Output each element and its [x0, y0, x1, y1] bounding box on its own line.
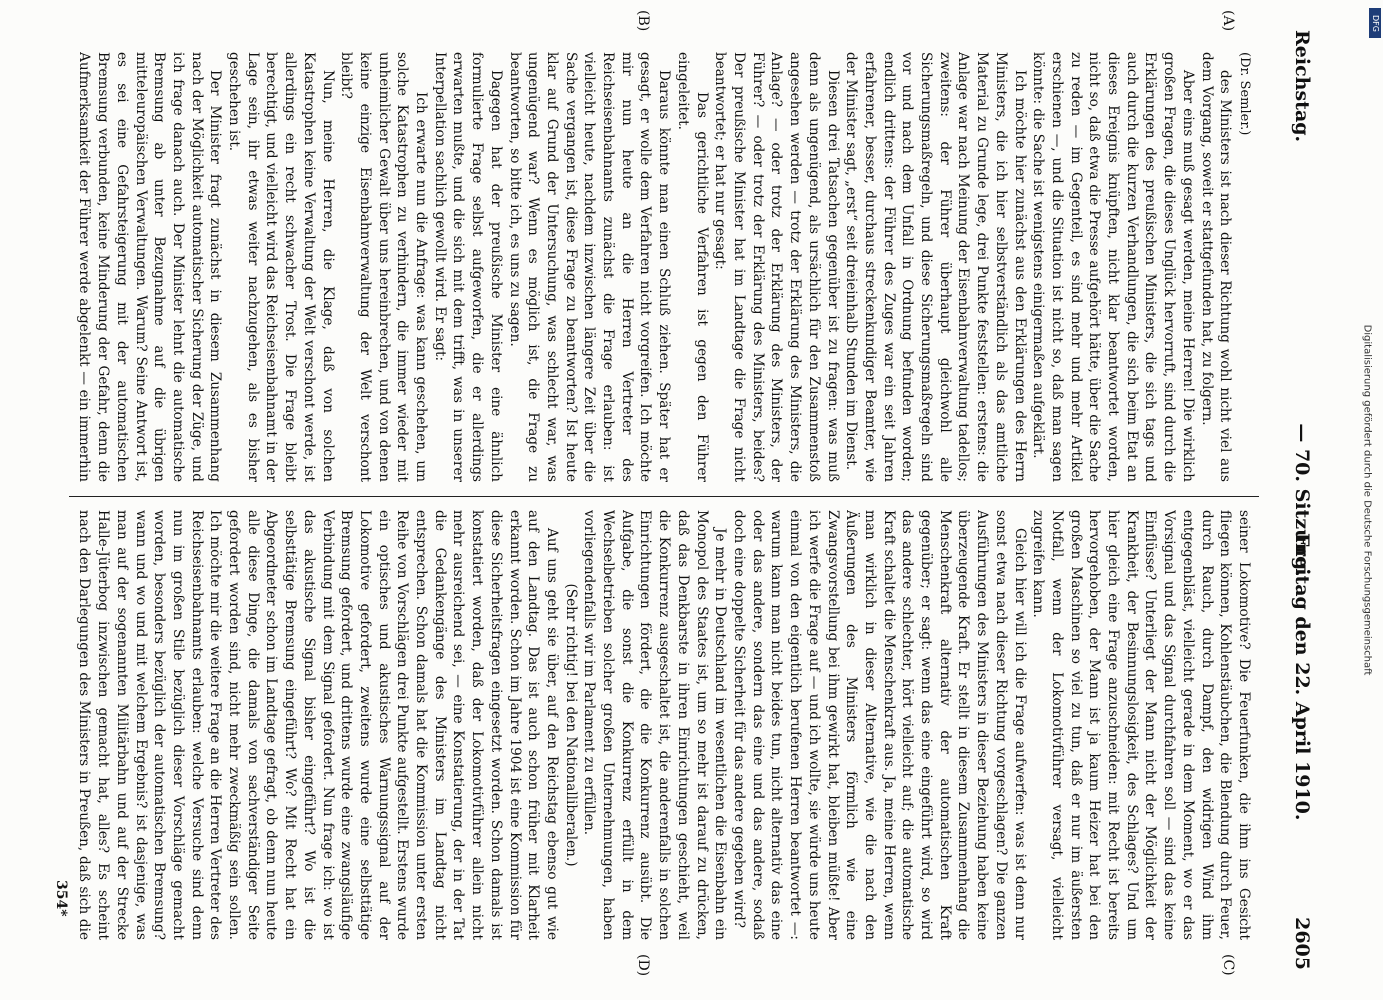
right-paragraph: Gleich hier will ich die Frage aufwerfen: was ist denn nur sonst etwa nach dieser Richtung vorgeschlagen? Die ganzen Ausführungen des Ministers in dieser Beziehung haben keine überzeugende Kraft. Er stellt in diesem Zusammenhang die Menschenkraft alternativ der automatischen Kraft gegenüber; er sagt: wenn das eine eingeführt wird, so wird das andere schlechter, hört vielleicht auf; die automatische Kraft schaltet die Menschenkraft aus. Ja, meine Herren, wenn man wirklich in dieser Alternative, wie die nach den Äußerungen des Ministers förmlich wie eine Zwangsvorstellung bei ihm gewirkt hat, bleiben müßte! Aber ich werfe die Frage auf — und ich wollte, sie würde uns heute einmal von den eigentlich berufenen Herren beantwortet —: warum kann man nicht beides tun, nicht alternativ das eine oder das andere, sondern das eine und das andere, sodaß doch eine doppelte Sicherheit für das andere gegeben wird?	[731, 510, 1028, 940]
left-paragraph: des Ministers ist nach dieser Richtung wohl nicht viel aus dem Vorgang, soweit er stattgefunden hat, zu folgern.	[1198, 52, 1234, 482]
column-divider	[69, 496, 1259, 497]
margin-marker-b: (B)	[635, 10, 651, 32]
left-paragraph: Diesen drei Tatsachen gegenüber ist zu fragen: was muß denn als ungenügend, als ursächlich für den Zusammenstoß angesehen werden — trotz der Erklärung des Ministers, die Anlage? — oder trotz der Erklärung des Ministers, der Führer? — oder trotz der Erklärung des Ministers, beides? Der preußische Minister hat im Landtage die Frage nicht beantwortet; er hat nur gesagt:	[712, 52, 841, 482]
right-text-column	[73, 510, 1253, 940]
left-paragraph: Daraus könnte man einen Schluß ziehen. Später hat er gesagt, er wolle dem Verfahren nicht vorgreifen. Ich möchte mir nun heute an die Herren Vertreter des Reichseisenbahnamts zunächst die Frage erlauben: ist vielleicht heute, nachdem inzwischen längere Zeit über die Sache vergangen ist, diese Frage zu beantworten? Ist heute klar auf Grund der Untersuchung, was schlecht war, was ungenügend war? Wenn es möglich ist, die Frage zu beantworten, so bitte ich, es uns zu sagen.	[506, 52, 673, 482]
header-title: Reichstag.	[1291, 30, 1313, 143]
left-paragraph: Nun, meine Herren, die Klage, daß von solchen Katastrophen keine Verwaltung der Welt verschont werde, ist allerdings ein recht schwacher Trost. Die Frage bleibt berechtigt, und vielleicht wird das Reichseisenbahnamt in der Lage sein, ihr etwas weiter nachzugehen, als es bisher geschehen ist.	[226, 52, 336, 482]
digitization-credit: Digitalisierung gefördert durch die Deutsche Forschungsgemeinschaft	[1361, 324, 1373, 676]
left-paragraph: Aber eins muß gesagt werden, meine Herren! Die wirklich großen Fragen, die dieses Unglück hervorruft, sind durch die Erklärungen des preußischen Ministers, die sich tags und auch durch die kurzen Verhandlungen, die sich beim Etat an dieses Ereignis knüpften, nicht klar beantwortet worden, nicht so, daß etwa die Presse aufgehört hätte, über die Sache zu reden — im Gegenteil, es sind mehr und mehr Artikel erschienen —, und die Situation ist nicht so, daß man sagen könnte: die Sache ist wenigstens einigermaßen aufgeklärt.	[1030, 52, 1196, 482]
right-paragraph: Auf uns geht sie über, auf den Reichstag ebenso gut wie auf den Landtag. Das ist auch schon früher mit Klarheit erkannt worden. Schon im Jahre 1904 ist eine Kommission für diese Sicherheitsfragen eingesetzt worden. Schon damals ist konstatiert worden, daß der Lokomotivführer allein nicht mehr ausreichend sei, — eine Konstatierung, der in der Tat die Gedankengänge des Ministers im Landtag nicht entsprechen. Schon damals hat die Kommission unter ersten Reihe von Vorschlägen drei Punkte aufgestellt. Erstens wurde ein optisches und akustisches Warnungssignal auf der Lokomotive gefordert, zweitens wurde eine selbsttätige Bremsung gefordert, und drittens wurde eine zwangsläufige Verbindung mit dem Signal gefordert. Nun frage ich: wo ist das akustische Signal bisher eingeführt? Wo ist die selbsttätige Bremsung eingeführt? Wo? Mit Recht hat ein Abgeordneter schon im Landtage gefragt, ob denn nun heute alle diese Dinge, die damals von sachverständiger Seite gefordert worden sind, nicht mehr zweckmäßig sein sollen. Ich möchte mir die weitere Frage an die Herren Vertreter des Reichseisenbahnamts erlauben: welche Versuche sind denn nun im großen Stile bezüglich dieser Vorschläge gemacht worden, besonders bezüglich der automatischen Bremsung? wann und wo und mit welchem Ergebnis? ist dasjenige, was man auf der sogenannten Militärbahn und auf der Strecke Halle-Jüterbog inzwischen gemacht hat, alles? Es scheint nach den Darlegungen des Ministers in Preußen, daß sich die	[76, 510, 560, 940]
dfg-logo: DFG	[1369, 8, 1381, 38]
right-paragraph: Je mehr in Deutschland im wesentlichen die Eisenbahn ein Monopol des Staates ist, um so mehr ist darauf zu drücken, daß das Denkbarste in ihren Einrichtungen geschieht, weil die Konkurrenz ausgeschaltet ist, die anderenfalls in solchen Einrichtungen fördert, die die Konkurrenz ausübt. Die Aufgabe, die sonst die Konkurrenz erfüllt in dem Wechselbetrieben solcher großen Unternehmungen, haben vorliegendenfalls wir im Parlament zu erfüllen.	[581, 510, 729, 940]
page-number: 2605	[1291, 917, 1313, 970]
left-paragraph: Der Minister fragt zunächst in diesem Zusammenhang nach der Möglichkeit automatischer Sicherung der Züge, und ich frage danach auch. Der Minister lehnt die automatische Bremsung ab unter Bezugnahme auf die übrigen mitteleuropäischen Verwaltungen. Warum? Seine Antwort ist, es sei eine Gefahrsteigerung mit der automatischen Bremsung verbunden, keine Minderung der Gefahr, denn die Aufmerksamkeit der Führer werde abgelenkt — ein immerhin	[76, 52, 224, 482]
left-paragraph: Ich möchte hier zunächst aus den Erklärungen des Herrn Ministers, die ich hier selbstverständlich als das amtliche Material zu Grunde lege, drei Punkte feststellen: erstens: die Anlage war nach Meinung der Eisenbahnverwaltung tadellos; zweitens: der Führer überhaupt gleichwohl alle Sicherungsmaßregeln, und diese Sicherungsmaßregeln sind vor und nach dem Unfall in Ordnung befunden worden; endlich drittens: der Führer des Zuges war ein seit Jahren erfahrener, besser, durchaus streckenkundiger Beamter, wie der Minister sagt, „erst“ seit dreieinhalb Stunden im Dienst.	[843, 52, 1028, 482]
left-paragraph: Dagegen hat der preußische Minister eine ähnlich formulierte Frage selbst aufgeworfen, die er allerdings erwarten mußte, und die sich mit dem trifft, was in unserer Interpellation sachlich gewollt wird. Er sagt:	[431, 52, 504, 482]
header-date-text: Freitag den 22. April 1910.	[1291, 532, 1313, 821]
speaker-label: (Dr. Semler.)	[1237, 52, 1252, 136]
page-header	[1273, 30, 1313, 970]
header-date	[1291, 533, 1313, 970]
document-page	[41, 0, 1341, 1000]
margin-marker-c: (C)	[1220, 954, 1236, 976]
margin-marker-a: (A)	[1220, 10, 1236, 32]
left-text-column	[73, 52, 1253, 482]
left-paragraph: Ich erwarte nun die Anfrage: was kann geschehen, um solche Katastrophen zu verhindern, die immer wieder mit unheimlicher Gewalt über uns hereinbrechen, und von denen keine einzige Eisenbahnverwaltung der Welt verschont bleibt?	[338, 52, 430, 482]
margin-marker-d: (D)	[635, 954, 651, 977]
left-paragraph: Das gerichtliche Verfahren ist gegen den Führer eingeleitet.	[674, 52, 710, 482]
right-paragraph: seiner Lokomotive? Die Feuerfunken, die ihm ins Gesicht fliegen können, Kohlenstäubchen, die Blendung durch Feuer, durch Rauch, durch Dampf, den widrigen Wind ihm entgegenbläst, vielleicht gerade in dem Moment, wo er das Vorsignal und das Signal durchfahren soll — sind das keine Einflüsse? Unterliegt der Mann nicht der Möglichkeit der Krankheit, der Besinnungslosigkeit, des Schlages? Und um hier gleich eine Frage anzuschneiden: mit Recht ist bereits hervorgehoben, der Mann ist ja kaum Heizer hat bei den großen Maschinen so viel zu tun, daß er nur im äußersten Notfall, wenn der Lokomotivführer versagt, vielleicht zugreifen kann.	[1030, 510, 1252, 940]
right-paragraph-interjection: (Sehr richtig! bei den Nationalliberalen.)	[562, 583, 579, 867]
header-session: — 70. Sitzung.	[1291, 423, 1313, 577]
footer-signature: 354*	[53, 880, 69, 917]
